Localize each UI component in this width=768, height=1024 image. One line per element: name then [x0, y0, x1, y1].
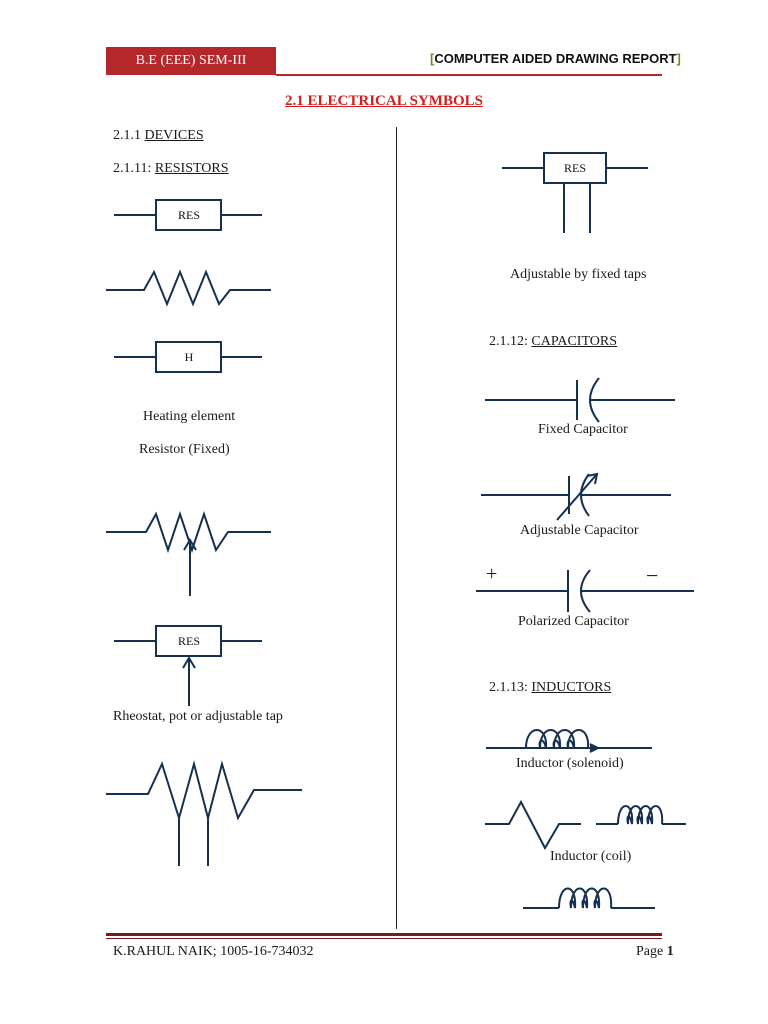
header-left-label: B.E (EEE) SEM-III: [106, 47, 276, 75]
polarized-capacitor-symbol: [476, 563, 694, 616]
inductors-label: INDUCTORS: [531, 680, 612, 695]
res-box-label-1: RES: [177, 208, 201, 222]
header-right-label: [430, 51, 681, 66]
plus-sign: +: [486, 563, 498, 585]
header-rule: [276, 74, 662, 76]
capacitors-number: 2.1.12:: [489, 334, 532, 349]
footer-author: K.RAHUL NAIK; 1005-16-734032: [113, 944, 314, 959]
page-number: 1: [666, 944, 674, 959]
page-label: Page: [636, 944, 667, 959]
adjustable-capacitor-caption: Adjustable Capacitor: [520, 523, 639, 538]
report-title: COMPUTER AIDED DRAWING REPORT: [434, 51, 677, 66]
devices-number: 2.1.1: [113, 128, 145, 143]
resistor-fixed-caption: Resistor (Fixed): [139, 442, 230, 457]
page-title: 2.1 ELECTRICAL SYMBOLS: [285, 93, 483, 109]
inductor-solenoid-caption: Inductor (solenoid): [516, 756, 624, 771]
potentiometer-symbol: [106, 510, 271, 598]
devices-label: DEVICES: [144, 128, 204, 143]
res-box-resistor-symbol: [114, 198, 262, 234]
capacitors-label: CAPACITORS: [531, 334, 617, 349]
adjustable-taps-caption: Adjustable by fixed taps: [510, 267, 647, 282]
heating-element-symbol: [114, 340, 262, 376]
res-box-label-2: RES: [177, 634, 201, 648]
inductor-solenoid-symbol: [486, 728, 652, 754]
devices-heading: [113, 128, 204, 144]
footer-page: [636, 944, 674, 960]
resistors-label: RESISTORS: [154, 161, 229, 176]
capacitors-heading: [489, 334, 617, 350]
polarized-capacitor-caption: Polarized Capacitor: [518, 614, 629, 629]
heating-element-caption: Heating element: [143, 409, 236, 424]
inductor-loop-symbol: [596, 804, 686, 830]
resistors-heading: [113, 161, 229, 177]
inductor-coil-caption: Inductor (coil): [550, 849, 632, 864]
inductors-number: 2.1.13:: [489, 680, 532, 695]
zigzag-resistor-symbol: [106, 268, 271, 308]
res-box-label-3: RES: [563, 161, 587, 175]
h-box-label: H: [184, 350, 194, 364]
minus-sign: −: [646, 563, 659, 588]
fixed-capacitor-symbol: [485, 376, 675, 422]
inductor-coil-symbol: [523, 886, 655, 912]
rheostat-caption: Rheostat, pot or adjustable tap: [113, 709, 283, 724]
tapped-resistor-symbol: [106, 760, 302, 868]
fixed-capacitor-caption: Fixed Capacitor: [538, 422, 628, 437]
inductors-heading: [489, 680, 611, 696]
adjustable-capacitor-symbol: [481, 470, 671, 522]
rheostat-symbol: [114, 624, 262, 708]
resistors-number: 2.1.11:: [113, 161, 155, 176]
inductor-zigzag-symbol: [485, 798, 585, 850]
res-box-taps-symbol: [502, 151, 648, 233]
bracket-open: [: [430, 51, 435, 66]
footer-rule-thin: [106, 938, 662, 939]
footer-rule-thick: [106, 933, 662, 936]
bracket-close: ]: [676, 51, 681, 66]
column-divider: [396, 127, 397, 929]
